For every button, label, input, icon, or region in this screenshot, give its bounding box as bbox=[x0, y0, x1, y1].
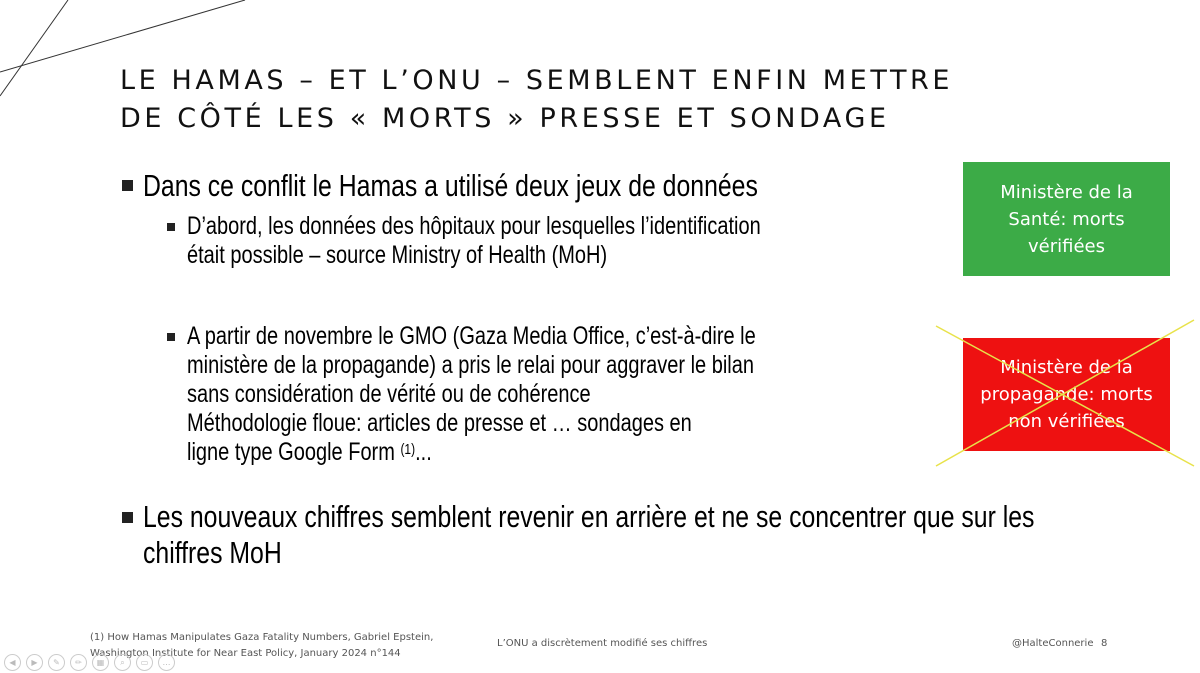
cross-out-icon bbox=[930, 318, 1198, 470]
bullet-2 bbox=[143, 499, 1200, 571]
slides-icon[interactable]: ▦ bbox=[92, 654, 109, 671]
pen-icon[interactable]: ✎ bbox=[48, 654, 65, 671]
footer-text: L’ONU a discrètement modifié ses chiffres bbox=[497, 638, 708, 649]
footnote-line-1: (1) How Hamas Manipulates Gaza Fatality Numbers, Gabriel Epstein, bbox=[90, 632, 434, 643]
bullet-1-text: Dans ce conflit le Hamas a utilisé deux jeux de données bbox=[143, 168, 758, 203]
red-badge-line-3: non vérifiées bbox=[1008, 411, 1125, 432]
page-number: 8 bbox=[1101, 638, 1108, 649]
bullet-marker bbox=[122, 180, 133, 191]
sub-bullet-1-line-2: était possible – source Ministry of Health (MoH) bbox=[187, 241, 608, 269]
presentation-controls bbox=[4, 654, 175, 671]
sub-bullet-1-line-1: D’abord, les données des hôpitaux pour lesquelles l’identification bbox=[187, 212, 761, 240]
prev-icon[interactable]: ◀ bbox=[4, 654, 21, 671]
sub-bullet-2-line-5-text: ligne type Google Form bbox=[187, 438, 401, 466]
slide-title bbox=[120, 62, 1120, 138]
footer-handle: @HalteConnerie bbox=[1012, 638, 1094, 649]
green-badge-line-3: vérifiées bbox=[1027, 235, 1105, 257]
sub-bullet-2-line-3: sans considération de vérité ou de cohérence bbox=[187, 380, 591, 408]
sub-bullet-1 bbox=[187, 212, 904, 270]
sub-bullet-2-line-2: ministère de la propagande) a pris le relai pour aggraver le bilan bbox=[187, 351, 754, 379]
sub-bullet-2-line-5 bbox=[187, 438, 756, 467]
red-badge-line-1: Ministère de la bbox=[1000, 357, 1133, 378]
pencil-icon[interactable]: ✏ bbox=[70, 654, 87, 671]
sub-bullet-2-line-1: A partir de novembre le GMO (Gaza Media Office, c’est-à-dire le bbox=[187, 322, 756, 350]
sub-bullet-2 bbox=[187, 322, 898, 467]
sub-bullet-2-line-4: Méthodologie floue: articles de presse et … sondages en bbox=[187, 409, 692, 437]
red-badge-line-2: propagande: morts bbox=[980, 384, 1153, 405]
title-line-1: LE HAMAS – ET L’ONU – SEMBLENT ENFIN METTRE bbox=[120, 65, 954, 96]
footnote-line-2: Washington Institute for Near East Policy, January 2024 n°144 bbox=[90, 648, 401, 659]
bullet-2-line-2: chiffres MoH bbox=[143, 535, 282, 570]
footnote-marker: (1) bbox=[400, 441, 416, 458]
green-badge-line-1: Ministère de la bbox=[1000, 181, 1133, 203]
title-line-2: DE CÔTÉ LES « MORTS » PRESSE ET SONDAGE bbox=[120, 103, 890, 134]
sub-bullet-2-line-5-tail: ... bbox=[415, 438, 432, 466]
sub-bullet-marker bbox=[167, 333, 175, 341]
bullet-2-line-1: Les nouveaux chiffres semblent revenir en arrière et ne se concentrer que sur les bbox=[143, 499, 1035, 534]
sub-bullet-marker bbox=[167, 223, 175, 231]
bullet-1 bbox=[143, 168, 912, 204]
more-icon[interactable]: … bbox=[158, 654, 175, 671]
next-icon[interactable]: ▶ bbox=[26, 654, 43, 671]
bullet-marker bbox=[122, 512, 133, 523]
verified-deaths-badge bbox=[963, 162, 1170, 276]
zoom-icon[interactable]: ⌕ bbox=[114, 654, 131, 671]
green-badge-line-2: Santé: morts bbox=[1008, 208, 1125, 230]
subtitles-icon[interactable]: ▭ bbox=[136, 654, 153, 671]
